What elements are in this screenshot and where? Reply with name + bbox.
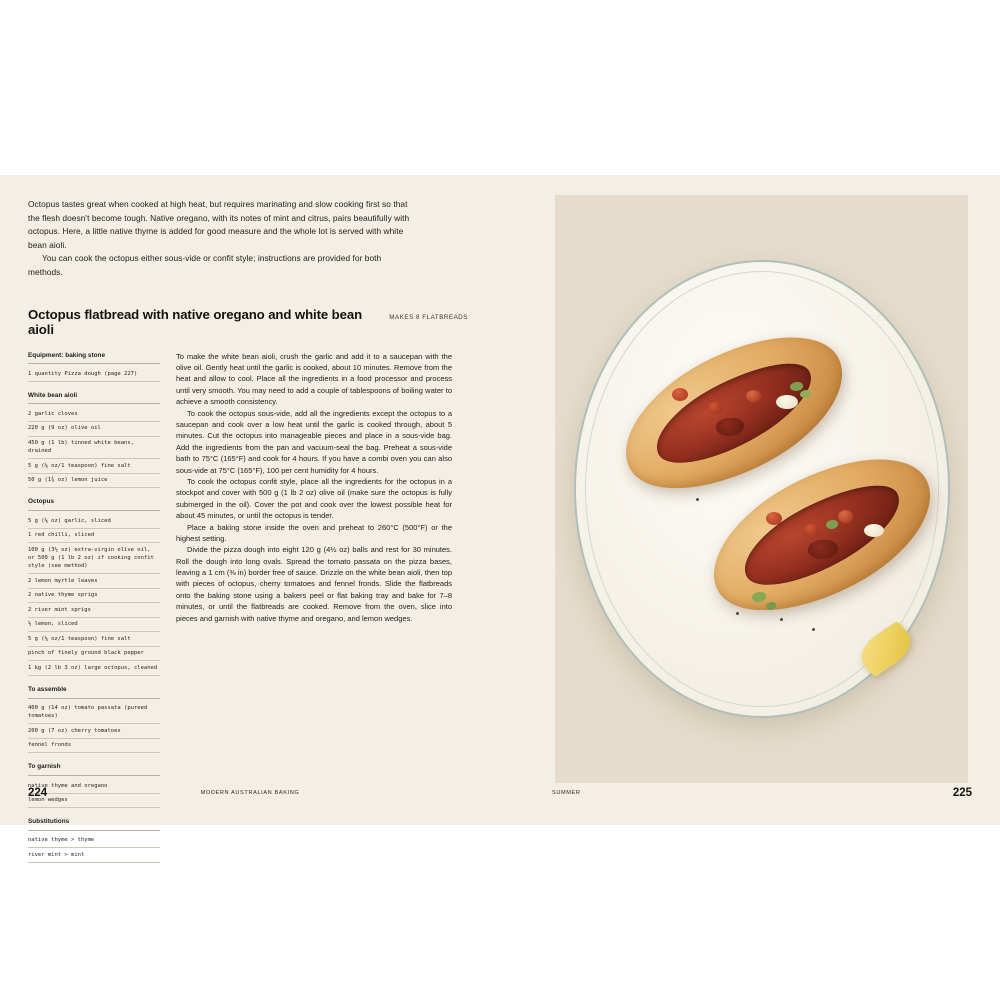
list-item: native thyme and oregano bbox=[28, 779, 160, 794]
method-column bbox=[176, 351, 452, 863]
list-item: 400 g (14 oz) tomato passata (pureed tomatoes) bbox=[28, 702, 160, 725]
intro-paragraph-2: You can cook the octopus either sous-vide or confit style; instructions are provided for both methods. bbox=[28, 253, 382, 278]
section-heading-substitutions: Substitutions bbox=[28, 817, 160, 831]
list-item: river mint > mint bbox=[28, 848, 160, 863]
page-left bbox=[0, 175, 500, 858]
pepper-speck bbox=[780, 618, 783, 621]
list-item: 2 river mint sprigs bbox=[28, 603, 160, 618]
list-item: 1 kg (2 lb 3 oz) large octopus, cleaned bbox=[28, 661, 160, 676]
list-item: 450 g (1 lb) tinned white beans, drained bbox=[28, 437, 160, 460]
cherry-tomato bbox=[746, 390, 761, 402]
list-item: 2 garlic cloves bbox=[28, 407, 160, 422]
pepper-speck bbox=[736, 612, 739, 615]
list-item: ½ lemon, sliced bbox=[28, 618, 160, 633]
list-item: fennel fronds bbox=[28, 739, 160, 754]
recipe-columns bbox=[28, 351, 468, 863]
method-step: To make the white bean aioli, crush the garlic and add it to a saucepan with the olive oil. Gently heat until the garlic is cooked, about 10 minutes. Remove from the heat and allow to cool. Place all the ingredients in a food processor and process until very smooth. You may need to add a couple of tablespoons of boiling water to achieve a smooth consistency. bbox=[176, 351, 452, 407]
page-number-left: 224 bbox=[28, 787, 48, 799]
recipe-photo bbox=[555, 195, 968, 783]
recipe-yield: MAKES 8 FLATBREADS bbox=[389, 313, 468, 321]
ingredients-column bbox=[28, 351, 160, 863]
recipe-title-row bbox=[28, 307, 468, 337]
recipe-title: Octopus flatbread with native oregano and white bean aioli bbox=[28, 306, 363, 337]
list-item: 5 g (⅛ oz) garlic, sliced bbox=[28, 514, 160, 529]
list-item: 5 g (⅛ oz/1 teaspoon) fine salt bbox=[28, 632, 160, 647]
intro-paragraph-1: Octopus tastes great when cooked at high heat, but requires marinating and slow cooking first so that the flesh doesn't become tough. Native oregano, with its notes of mint and citrus, pairs beautifully with octopus. Here, a little native thyme is added for good measure and the whole lot is served with white bean aioli. bbox=[28, 199, 410, 250]
book-spread bbox=[0, 175, 1000, 858]
list-item: 2 lemon myrtle leaves bbox=[28, 574, 160, 589]
method-step: To cook the octopus confit style, place all the ingredients for the octopus in a stockpot and cover with 500 g (1 lb 2 oz) olive oil (make sure the octopus is fully submerged in the oil). Cover the pot and cook over the lowest possible heat for about 45 minutes, or until the octopus is tender. bbox=[176, 476, 452, 521]
method-step: Divide the pizza dough into eight 120 g (4½ oz) balls and rest for 30 minutes. Roll the dough into long ovals. Spread the tomato passata on the pizza bases, leaving a 1 cm (⅜ in) border free of sauce. Drizzle on the white bean aioli, then top with pieces of octopus, cherry tomatoes and fennel fronds. Slide the flatbreads onto the baking stone using a bakers peel or flat baking tray and bake for 7–8 minutes, or until the flatbreads are cooked. Remove from the oven, slice into pieces and garnish with native thyme and oregano, and lemon wedges. bbox=[176, 545, 452, 623]
running-head-left: MODERN AUSTRALIAN BAKING bbox=[200, 790, 300, 796]
intro-text bbox=[28, 198, 413, 280]
cherry-tomato bbox=[766, 512, 782, 525]
section-heading-octopus: Octopus bbox=[28, 497, 160, 511]
list-item: native thyme > thyme bbox=[28, 834, 160, 849]
cherry-tomato bbox=[838, 510, 853, 523]
list-item: 1 quantity Pizza dough (page 227) bbox=[28, 367, 160, 382]
section-heading-white-bean-aioli: White bean aioli bbox=[28, 391, 160, 405]
method-step: Place a baking stone inside the oven and preheat to 260°C (500°F) or the highest setting. bbox=[176, 522, 452, 543]
mozzarella bbox=[864, 524, 884, 537]
running-head-right: SUMMER bbox=[552, 790, 581, 796]
page-number-right: 225 bbox=[952, 787, 972, 799]
list-item: lemon wedges bbox=[28, 794, 160, 809]
pepper-speck bbox=[812, 628, 815, 631]
page-right bbox=[500, 175, 1000, 825]
list-item: 200 g (7 oz) cherry tomatoes bbox=[28, 724, 160, 739]
list-item: 1 red chilli, sliced bbox=[28, 529, 160, 544]
equipment-heading: Equipment: baking stone bbox=[28, 351, 160, 365]
list-item: 220 g (9 oz) olive oil bbox=[28, 422, 160, 437]
section-heading-to-garnish: To garnish bbox=[28, 762, 160, 776]
mozzarella bbox=[776, 395, 798, 409]
list-item: 2 native thyme sprigs bbox=[28, 589, 160, 604]
list-item: pinch of finely ground black pepper bbox=[28, 647, 160, 662]
method-step: To cook the octopus sous-vide, add all the ingredients except the octopus to a saucepan and cook over a low heat until the garlic is cooked through, about 5 minutes. Cut the octopus into manageable pieces and place in a sous-vide bag. Add the ingredients from the pan and vacuum-seal the bag. Preheat a sous-vide bath to 75°C (165°F) and cook for 4 hours. If you have a combi oven you can also sous-vide at 75°C (165°F), 100 per cent humidity for 4 hours. bbox=[176, 408, 452, 475]
plate bbox=[574, 260, 950, 718]
cherry-tomato bbox=[804, 524, 819, 536]
pepper-speck bbox=[696, 498, 699, 501]
list-item: 5 g (⅛ oz/1 teaspoon) fine salt bbox=[28, 459, 160, 474]
list-item: 50 g (1¾ oz) lemon juice bbox=[28, 474, 160, 489]
list-item: 100 g (3½ oz) extra-virgin olive oil, or 500 g (1 lb 2 oz) if cooking confit style (see method) bbox=[28, 543, 160, 574]
cherry-tomato bbox=[672, 388, 688, 401]
cherry-tomato bbox=[708, 402, 722, 414]
section-heading-to-assemble: To assemble bbox=[28, 685, 160, 699]
